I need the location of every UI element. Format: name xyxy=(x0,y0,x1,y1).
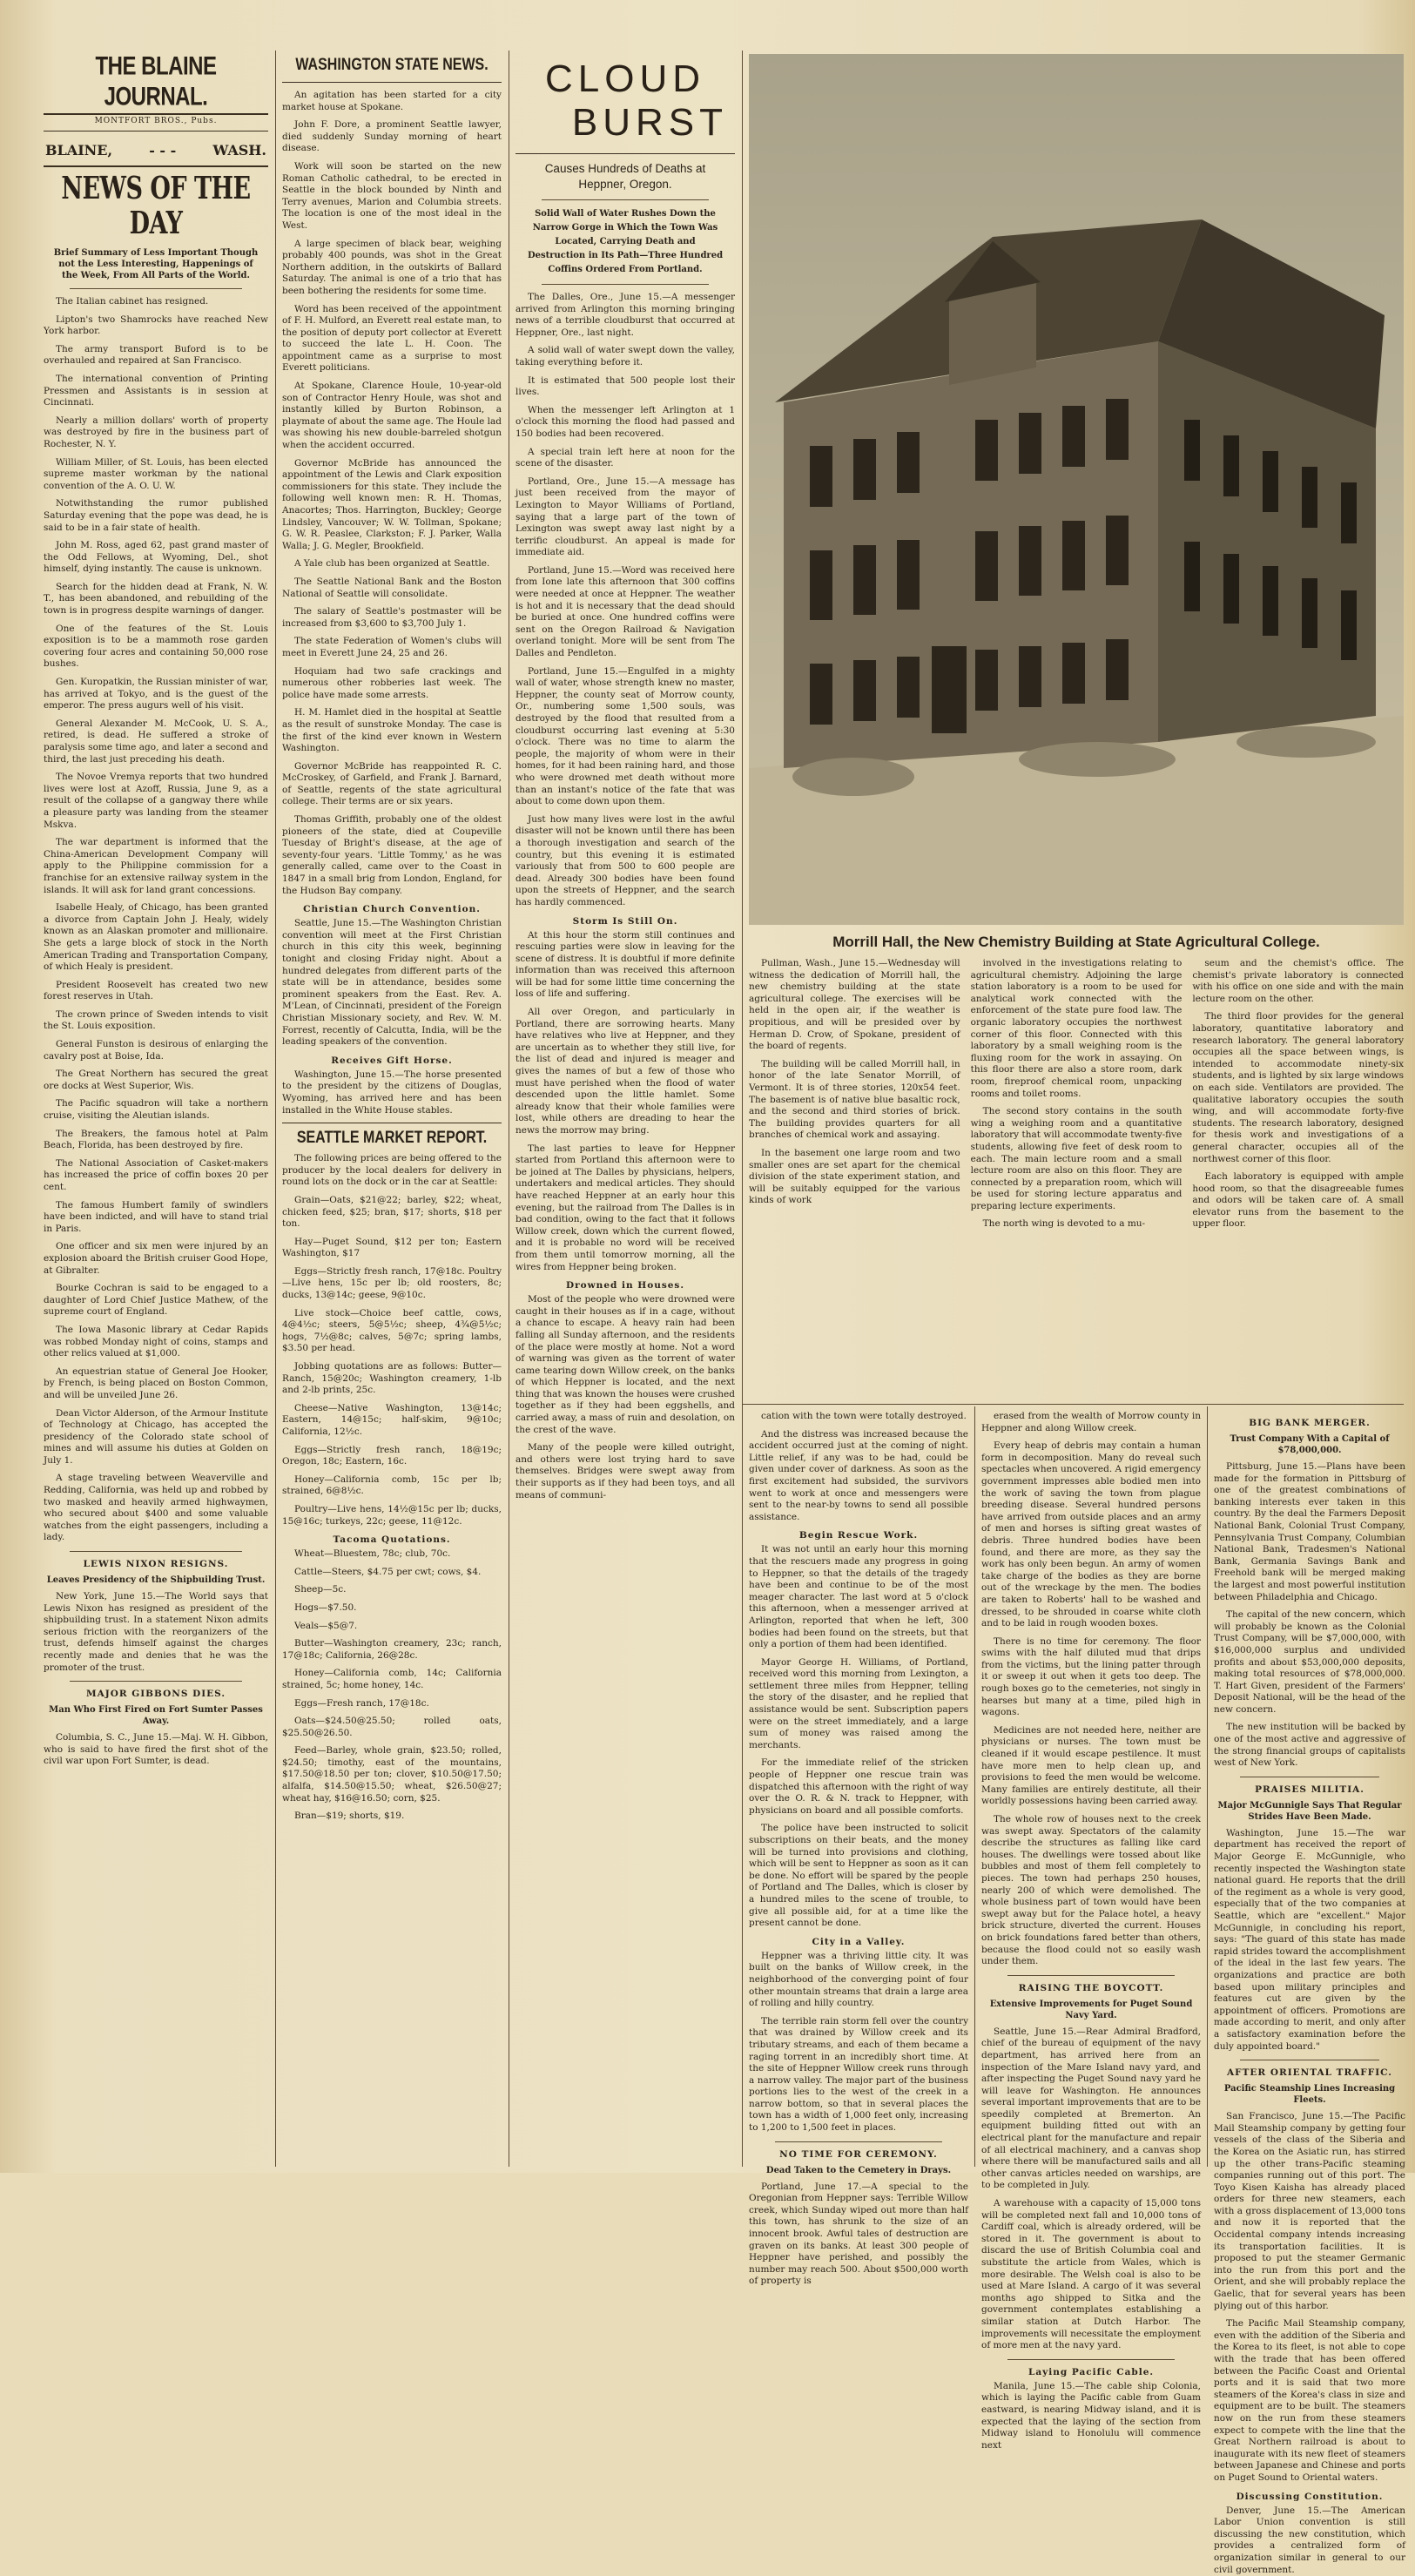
cloudburst-continued xyxy=(749,1411,968,1523)
paragraph: The capital of the new concern, which will probably be known as the Colonial Trust Company, will be $7,000,000, with $16,000,000 surplus and undivided profits and about $53,000,000 deposits, making total resources of $78,000,000. T. Hart Given, president of the Farmers' Deposit National, will be the head of the new concern. xyxy=(1214,1609,1405,1715)
paragraph: seum and the chemist's office. The chemist's private laboratory is connected with his office on one side and with the main lecture room on the other. xyxy=(1192,958,1405,1004)
paragraph: A solid wall of water swept down the valley, taking everything before it. xyxy=(515,345,735,368)
title-rule xyxy=(282,82,502,83)
paragraph: Portland, June 15.—Engulfed in a mighty wall of water, whose strength knew no master, Heppner, the county seat of Morrow county, Or., numbering some 1,500 souls, was destroyed by the flood that resulted from a cloudburst occurring last evening at 5:30 o'clock. There was no time to alarm the people, the majority of whom were in their homes, for it had been raining hard, and those who were drowned met death without more than an instant's notice of the fate that was about to come down upon them. xyxy=(515,665,735,807)
paragraph: The following prices are being offered to the producer by the local dealers for delivery in round lots on the dock or in the car at Seattle: xyxy=(282,1153,502,1188)
paragraph: Denver, June 15.—The American Labor Union convention is still discussing the new constitution, which provides a centralized form of organization similar in general to our civil government. xyxy=(1214,2505,1405,2575)
column-5 xyxy=(981,1411,1201,2451)
storm-body xyxy=(515,930,735,1274)
paragraph: The Pacific Mail Steamship company, even with the addition of the Siberia and the Korea to its fleet, is not able to cope with the trade that has been offered between the Pacific Coast and Oriental ports and it is said that two more steamers of the Korea's class in size and equipment are to be built. The steamers now on the run from these steamers expect to compete with the line that the Great Northern railroad is about to inaugurate with its new fleet of steamers between Japanese and Chinese and ports on Puget Sound to Oriental waters. xyxy=(1214,2318,1405,2483)
boycott-headline: RAISING THE BOYCOTT. xyxy=(1018,1982,1164,1993)
paragraph: Each laboratory is equipped with ample hood room, so that the disagreeable fumes and odors will be taken care of. A small elevator runs from the basement to the upper floor. xyxy=(1192,1171,1405,1230)
paragraph: Jobbing quotations are as follows: Butter—Ranch, 15@20c; Washington creamery, 1-lb and 2-lb prints, 25c. xyxy=(282,1361,502,1396)
paragraph: cation with the town were totally destroyed. xyxy=(761,1411,967,1421)
paragraph: Portland, June 15.—Word was received here from Ione late this afternoon that 300 coffins were needed at once at Heppner. The weather is hot and it is necessary that the dead should be buried at once. One hundred coffins were sent on the Oregon Railroad & Navigation overland tonight. More will be sent from The Dalles and Pendleton. xyxy=(515,564,735,659)
paragraph: The Seattle National Bank and the Boston National of Seattle will consolidate. xyxy=(282,576,502,599)
nixon-body: New York, June 15.—The World says that Lewis Nixon has resigned as president of the shipbuilding trust. In a statement Nixon admits serious friction with the reorganizers of the trust, defends himself against the charges recently made and denies that he was the promoter of the trust. xyxy=(44,1591,268,1673)
cloudburst-body xyxy=(515,292,735,909)
column-rule xyxy=(974,1406,975,2167)
paragraph: A special train left here at noon for the scene of the disaster. xyxy=(515,446,735,469)
paragraph: Cheese—Native Washington, 13@14c; Eastern, 14@15c; half-skim, 9@10c; California, 12½c. xyxy=(282,1402,502,1437)
paragraph: General Funston is desirous of enlarging the cavalry post at Boise, Ida. xyxy=(44,1039,268,1062)
separator xyxy=(542,199,709,200)
paragraph: The crown prince of Sweden intends to visit the St. Louis exposition. xyxy=(44,1008,268,1032)
nixon-subhead: Leaves Presidency of the Shipbuilding Trust. xyxy=(46,1575,266,1586)
paragraph: Lipton's two Shamrocks have reached New York harbor. xyxy=(44,314,268,337)
market-report-title: SEATTLE MARKET REPORT. xyxy=(296,1129,488,1147)
masthead-rule xyxy=(44,113,268,115)
church-headline: Christian Church Convention. xyxy=(303,904,481,915)
paragraph: Isabelle Healy, of Chicago, has been granted a divorce from Captain John J. Healy, widely known as an Alaskan promoter and millionaire. She gets a large block of stock in the North American Trading and Transportation Company, of which Healy is president. xyxy=(44,902,268,973)
paragraph: Work will soon be started on the new Roman Catholic cathedral, to be erected in Seattle in the block bounded by Ninth and Terry avenues, Marion and Columbia streets. The location is one of the most ideal in the West. xyxy=(282,160,502,231)
paragraph: Dean Victor Alderson, of the Armour Institute of Technology at Chicago, has accepted the presidency of the Colorado state school of mines and will assume his duties at Golden on July 1. xyxy=(44,1407,268,1466)
paragraph: An equestrian statue of General Joe Hooker, by French, is being placed on Boston Common, and will be unveiled June 26. xyxy=(44,1366,268,1400)
masthead-city: BLAINE, xyxy=(45,142,113,158)
paragraph: Notwithstanding the rumor published Saturday evening that the pope was dead, he is said to be in a fair state of health. xyxy=(44,498,268,533)
paragraph: The National Association of Casket-makers has increased the price of coffin boxes 20 per cent. xyxy=(44,1157,268,1192)
oriental-headline: AFTER ORIENTAL TRAFFIC. xyxy=(1227,2067,1392,2079)
militia-headline: PRAISES MILITIA. xyxy=(1255,1784,1364,1795)
paragraph: The Breakers, the famous hotel at Palm Beach, Florida, has been destroyed by fire. xyxy=(44,1128,268,1151)
column-2 xyxy=(282,51,502,2162)
church-body: Seattle, June 15.—The Washington Christian convention will meet at the First Christian church in this city this week, beginning tonight and closing Friday night. About a hundred delegates from different parts of the state will be in attendance, besides some prominent speakers from the East. Rev. A. M'Lean, of Cincinnati, president of the Foreign Christian Missionary society, and Rev. W. M. Forrest, recently of Calcutta, India, will be the leading speakers of the convention. xyxy=(282,918,502,1048)
paragraph: Nearly a million dollars' worth of property was destroyed by fire in the business part of Rochester, N. Y. xyxy=(44,415,268,449)
paragraph: The Great Northern has secured the great ore docks at West Superior, Wis. xyxy=(44,1069,268,1091)
separator xyxy=(1007,2359,1175,2360)
paragraph: Grain—Oats, $21@22; barley, $22; wheat, chicken feed, $25; bran, $17; shorts, $18 per ton. xyxy=(282,1194,502,1230)
paragraph: Cattle—Steers, $4.75 per cwt; cows, $4. xyxy=(294,1566,482,1577)
paragraph: Wheat—Bluestem, 78c; club, 70c. xyxy=(294,1548,451,1560)
cloudburst-title-2: BURST xyxy=(571,101,728,144)
oriental-subhead: Pacific Steamship Lines Increasing Fleets. xyxy=(1223,2084,1396,2106)
paragraph: Veals—$5@7. xyxy=(294,1620,358,1631)
nixon-headline: LEWIS NIXON RESIGNS. xyxy=(83,1559,229,1570)
morrill-column-3 xyxy=(1192,958,1404,1398)
boycott-body xyxy=(981,2026,1201,2352)
paragraph: The Iowa Masonic library at Cedar Rapids was robbed Monday night of coins, stamps and other relics valued at $1,000. xyxy=(44,1324,268,1359)
constitution-body xyxy=(1214,2505,1405,2576)
masthead-rule xyxy=(44,165,268,167)
paragraph: The Italian cabinet has resigned. xyxy=(56,296,209,307)
column-3 xyxy=(515,51,735,2162)
cable-headline: Laying Pacific Cable. xyxy=(1028,2366,1155,2377)
paragraph: William Miller, of St. Louis, has been elected supreme master workman by the national convention of the A. O. U. W. xyxy=(44,456,268,491)
paragraph: Search for the hidden dead at Frank, N. W. T., has been abandoned, and rebuilding of the town is in progress despite warnings of danger. xyxy=(44,581,268,617)
paragraph: The international convention of Printing Pressmen and Assistants is in session at Cincinnati. xyxy=(44,373,268,408)
paragraph: All over Oregon, and particularly in Portland, there are sorrowing hearts. Many have relatives who live at Heppner, and they are uncertain as to whether they still live, for the list of dead and injured is meager and gives the names of but a few of those who must have perished when the flood of water descended upon the little hamlet. Some already know that their whole families were lost, while others are dreading to hear the news the morrow may bring. xyxy=(515,1007,735,1136)
valley-headline: City in a Valley. xyxy=(812,1936,906,1947)
paragraph: The police have been instructed to solicit subscriptions on their beats, and the money will be turned into provisions and clothing, which will be sent to Heppner as soon as it can be done. No effort will be spared by the people of Portland and The Dalles, which is closer by a hundred miles to the scene of trouble, to give all possible aid, for at a time like the present cannot be done. xyxy=(749,1823,968,1929)
cloudburst-title-1: CLOUD xyxy=(544,57,706,100)
building-illustration xyxy=(749,54,1404,925)
paragraph: Honey—California comb, 14c; California strained, 5c; home honey, 14c. xyxy=(282,1668,502,1690)
separator xyxy=(542,284,709,285)
paragraph: The terrible rain storm fell over the country that was drained by Willow creek and its tributary streams, and each of them became a raging torrent in an incredibly short time. At the site of Heppner Willow creek runs through a narrow valley. The major part of the business portions lies to the west of the creek in a narrow bottom, so that in several places the town has a width of 1,000 feet only, increasing to 1,200 to 1,500 feet in places. xyxy=(749,2015,968,2134)
militia-subhead: Major McGunnigle Says That Regular Strides Have Been Made. xyxy=(1217,1800,1402,1822)
paragraph: Bran—$19; shorts, $19. xyxy=(294,1811,405,1822)
paragraph: San Francisco, June 15.—The Pacific Mail Steamship company by getting four vessels of the class of the Siberia and the Korea on the Asiatic run, has stirred up the other trans-Pacific steaming companies running out of this port. The Toyo Kisen Kaisha has already placed orders for three new steamers, each with a gross displacement of 13,000 tons and now it is reported that the Occidental company intends increasing its transportation facilities. It is proposed to put the steamer Germanic into the run from this port and the Orient, and she will probably replace the Gaelic, that for several years has been plying out of this harbor. xyxy=(1214,2111,1405,2311)
storm-headline: Storm Is Still On. xyxy=(572,915,678,927)
column-6 xyxy=(1214,1411,1405,2575)
morrill-column-2 xyxy=(971,958,1183,1398)
tacoma-quotations xyxy=(282,1548,502,1823)
ceremony-headline: NO TIME FOR CEREMONY. xyxy=(779,2148,938,2160)
paragraph: Heppner was a thriving little city. It was built on the banks of Willow creek, in the neighborhood of the converging point of four other mountain streams that drain a large area of rolling and hilly country. xyxy=(749,1950,968,2009)
paragraph: A warehouse with a capacity of 15,000 tons will be completed next fall and 10,000 tons of Cardiff coal, which is already ordered, will be stored in it. The government is about to discard the use of British Columbia coal and substitute the article from Wales, which is more desirable. The Welsh coal is also to be used at Mare Island. A cargo of it was several months ago shipped to Sitka and the government contemplates establishing a similar station at Dutch Harbor. The improvements will necessitate the employment of more men at the navy yard. xyxy=(981,2198,1201,2351)
paragraph: The Novoe Vremya reports that two hundred lives were lost at Azoff, Russia, June 9, as a result of the collapse of a gangway there while a pleasure party was landing from the steamer Mskva. xyxy=(44,772,268,830)
column-rule xyxy=(1207,1406,1208,2167)
merger-body xyxy=(1214,1461,1405,1770)
morrill-hall-article xyxy=(749,958,1404,1398)
paragraph: Most of the people who were drowned were caught in their houses as if in a cage, without a chance to escape. A heavy rain had been falling all Sunday afternoon, and the residents of the place were mostly at home. Not a word of warning was given as the torrent of water came tearing down Willow creek, on the banks of which Heppner is located, and the next thing that was known the houses were crushed together as if they had been eggshells, and carried away, a mass of ruin and desolation, on the crest of the wave. xyxy=(515,1294,735,1435)
column-rule xyxy=(742,51,743,2167)
paragraph: Sheep—5c. xyxy=(294,1584,347,1595)
tacoma-headline: Tacoma Quotations. xyxy=(333,1534,451,1546)
column-4 xyxy=(749,1411,968,2287)
paragraph: Just how many lives were lost in the awful disaster will not be known until there has been a thorough investigation and search of the country, but this evening it is estimated variously that from 500 to 600 people are dead. Already 300 bodies have been found upon the streets of Heppner, and the search has hardly commenced. xyxy=(515,813,735,907)
washington-news-items xyxy=(282,90,502,897)
paragraph: Washington, June 15.—The war department has received the report of Major George E. McGunnigle, who recently inspected the Washington state national guard. He reports that the drill of the regiment as a whole is very good, especially that of the two companies at Seattle, which are "excellent." Major McGunnigle, in concluding his report, says: "The guard of this state has made rapid strides toward the accomplishment of the ideal in the last few years. The organizations and practice are both based upon military principles and features cut are given by the appointment of officers. Promotions are made according to merit, and only after a satisfactory examination before the duly appointed board." xyxy=(1214,1827,1405,2052)
paragraph: One of the features of the St. Louis exposition is to be a mammoth rose garden covering four acres and containing 50,000 rose bushes. xyxy=(44,623,268,670)
separator xyxy=(70,1681,242,1682)
ceremony-subhead: Dead Taken to the Cemetery in Drays. xyxy=(765,2165,952,2175)
paragraph: The building will be called Morrill hall, in honor of the late Senator Morrill, of Vermont. It is of three stories, 120x54 feet. The basement is of native blue basaltic rock, and the second and third stories of brick. The building provides quarters for all branches of chemical work and assaying. xyxy=(749,1058,960,1141)
paragraph: It was not until an early hour this morning that the rescuers made any progress in going to Heppner, so that the details of the tragedy have been and continue to be of the most meager character. The last word at 5 o'clock this afternoon, when a messenger arrived at Arlington, reported that when he left, 300 bodies had been found on the streets, but that only a portion of them had been identified. xyxy=(749,1544,968,1650)
news-items xyxy=(44,296,268,1544)
paragraph: A Yale club has been organized at Seattle. xyxy=(294,558,490,570)
paragraph: Live stock—Choice beef cattle, cows, 4@4½c; steers, 5@5½c; sheep, 4¾@5½c; hogs, 7½@8c; calves, 5@7c; spring lambs, $3.50 per head. xyxy=(282,1307,502,1354)
paragraph: The Dalles, Ore., June 15.—A messenger arrived from Arlington this morning bringing news of a terrible cloudburst that occurred at Heppner, Ore., last night. xyxy=(515,292,735,338)
paragraph: For the immediate relief of the stricken people of Heppner one rescue train was dispatched this afternoon with the right of way over the O. R. & N. track to Heppner, with physicians on board and all possible comforts. xyxy=(749,1757,968,1816)
paragraph: The last parties to leave for Heppner started from Portland this afternoon were to be joined at The Dalles by physicians, helpers, undertakers and medical articles. They should have reached Heppner at an early hour this evening, but the railroad from The Dalles is in bad condition, owing to the fact that it follows Willow creek, down which the current flowed, and it is probable no word will be received from them until tomorrow morning, all the wires from Heppner being broken. xyxy=(515,1143,735,1272)
paragraph: erased from the wealth of Morrow county in Heppner and along Willow creek. xyxy=(981,1411,1201,1433)
paragraph: Pullman, Wash., June 15.—Wednesday will witness the dedication of Morrill hall, the new chemistry building at the state agricultural college. The exercises will be held in the open air, if the weather is propitious, and will be presided over by Herman D. Crow, of Spokane, president of the board of regents. xyxy=(749,958,960,1052)
paragraph: Governor McBride has reappointed R. C. McCroskey, of Garfield, and Frank J. Barnard, of Seattle, regents of the state agricultural college. Their terms are or six years. xyxy=(282,760,502,807)
paragraph: And the distress was increased because the accident occurred just at the coming of night. Little relief, if any was to be had, could be given under cover of darkness. As soon as the first excitement had subsided, the survivors went to work at once and messengers were sent to the near-by towns to send all possible assistance. xyxy=(749,1428,968,1522)
paragraph: One officer and six men were injured by an explosion aboard the British cruiser Good Hope, at Gibralter. xyxy=(44,1241,268,1276)
column-rule xyxy=(275,51,276,2167)
section-rule xyxy=(742,1404,1404,1405)
masthead-publishers: MONTFORT BROS., Pubs. xyxy=(94,117,218,125)
gibbons-subhead: Man Who First Fired on Fort Sumter Passes Away. xyxy=(49,1705,263,1727)
separator xyxy=(70,288,242,289)
paragraph: Governor McBride has announced the appointment of the Lewis and Clark exposition commissioners for this state. They include the following well known men: R. H. Thomas, Anacortes; Thos. Harrington, Buckley; George Lindsley, Vancouver; W. W. Tollman, Spokane; G. W. R. Peaslee, Clarkston; F. J. Parker, Walla Walla; J. G. Megler, Brookfield. xyxy=(282,457,502,551)
paragraph: In the basement one large room and two smaller ones are set apart for the chemical division of the state experiment station, and will be suitably equipped for the various kinds of work xyxy=(749,1147,960,1206)
paragraph: Pittsburg, June 15.—Plans have been made for the formation in Pittsburg of one of the greatest combinations of banking interests ever taken in this country. By the deal the Farmers Deposit National Bank, Colonial Trust Company, Pennsylvania Trust Company, Columbian National Bank, Tradesmen's National Bank, Germania Savings Bank and Freehold bank will be merged making the largest and most powerful institution between Philadelphia and Chicago. xyxy=(1214,1461,1405,1602)
paragraph: Many of the people were killed outright, and others were lost trying hard to save themselves. Bridges were swept away from their supports as if they had been toys, and all means of communi- xyxy=(515,1442,735,1500)
morrill-hall-photo xyxy=(749,54,1404,950)
paragraph: The Pacific squadron will take a northern cruise, visiting the Aleutian islands. xyxy=(44,1098,268,1122)
news-subtitle: Brief Summary of Less Important Though not the Less Interesting, Happenings of the Week, From All Parts of the World. xyxy=(53,248,259,280)
constitution-headline: Discussing Constitution. xyxy=(1236,2491,1384,2502)
paragraph: Every heap of debris may contain a human form in decomposition. Many do reveal such spectacles when uncovered. A rigid emergency government impresses able bodied men into the work of saving the town from plague breeding disease. Several hundred persons have arrived from outside places and an army of men and horses is sifting great wastes of debris. Three hundred bodies have been found, and there are more, as they say the work has only been begun. An army of women take charge of the bodies as they are borne out of the wreckage by the men. The bodies are taken to Roberts' hall to be washed and dressed, to be shrouded in coarse white cloth and to be laid in rough wooden boxes. xyxy=(981,1440,1201,1629)
market-report-body xyxy=(282,1153,502,1527)
paragraph: John M. Ross, aged 62, past grand master of the Odd Fellows, at Wyoming, Del., shot himself, dying instantly. The cause is unknown. xyxy=(44,540,268,575)
paragraph: Butter—Washington creamery, 23c; ranch, 17@18c; California, 26@28c. xyxy=(282,1638,502,1661)
washington-news-title: WASHINGTON STATE NEWS. xyxy=(295,56,489,74)
militia-body xyxy=(1214,1828,1405,2053)
paragraph: involved in the investigations relating to agricultural chemistry. Adjoining the large station laboratory is a room to be used for analytical work connected with the enforcement of the state pure food law. The organic laboratory occupies the northwest corner of this floor. Connected with this laboratory by a small weighing room is the fluxing room for the work in assaying. On this floor there are also a store room, dark room, fireproof chemical room, unpacking rooms and toilet rooms. xyxy=(970,958,1183,1099)
masthead-dashes: - - - xyxy=(149,142,177,158)
news-of-the-day-title: NEWS OF THE DAY xyxy=(61,171,251,242)
paragraph: Portland, June 17.—A special to the Oregonian from Heppner says: Terrible Willow creek, which Sunday wiped out more than half this town, has shrunk to the size of an innocent brook. Awful tales of destruction are graven on its banks. At least 300 people of Heppner have perished, and possibly the number may reach 500. About $500,000 worth of property is xyxy=(749,2181,968,2287)
paragraph: The famous Humbert family of swindlers have been indicted, and will have to stand trial in Paris. xyxy=(44,1199,268,1234)
paragraph: Word has been received of the appointment of F. H. Mulford, an Everett real estate man, to the position of deputy port collector at Everett to succeed the late L. H. Coon. The appointment came as a surprise to most Everett politicians. xyxy=(282,303,502,374)
paragraph: Portland, Ore., June 15.—A message has just been received from the mayor of Lexington to Mayor Williams of Portland, saying that a large part of the town of Lexington was swept away last night by a terrific cloudburst. An appeal is made for immediate aid. xyxy=(515,475,735,558)
oriental-body xyxy=(1214,2111,1405,2484)
paragraph: The army transport Buford is to be overhauled and repaired at San Francisco. xyxy=(44,343,268,367)
valley-body xyxy=(749,1951,968,2134)
horse-body: Washington, June 15.—The horse presented to the president by the citizens of Douglas, Wyoming, has arrived here and has been installed in the White House stables. xyxy=(282,1069,502,1116)
paragraph: A stage traveling between Weaverville and Redding, California, was held up and robbed by two masked and heavily armed highwaymen, who secured about $400 and some valuable watches from the eight passengers, including a lady. xyxy=(44,1473,268,1543)
paragraph: The state Federation of Women's clubs will meet in Everett June 24, 25 and 26. xyxy=(282,636,502,658)
drowned-body xyxy=(515,1294,735,1501)
photo-caption: Morrill Hall, the New Chemistry Building at State Agricultural College. xyxy=(832,934,1320,950)
paragraph: The salary of Seattle's postmaster will be increased from $3,600 to $3,700 July 1. xyxy=(282,606,502,629)
paragraph: Poultry—Live hens, 14½@15c per lb; ducks, 15@16c; turkeys, 22c; geese, 11@12c. xyxy=(282,1503,502,1527)
paragraph: At this hour the storm still continues and rescuing parties were slow in leaving for the scene of distress. It is doubtful if more definite information than was received this afternoon will be had for some little time concerning the loss of life and suffering. xyxy=(515,929,735,1000)
merger-subhead: Trust Company With a Capital of $78,000,000. xyxy=(1230,1434,1390,1455)
paragraph: The new institution will be backed by one of the most active and aggressive of the strong financial groups of capitalists west of New York. xyxy=(1214,1722,1405,1769)
paragraph: The second story contains in the south wing a weighing room and a quantitative laboratory that will accommodate twenty-five students, allowing five feet of desk room to each. The main lecture room and a small lecture room are also on this floor. They are connected by a preparation room, which will be used for storing lecture apparatus and preparing lecture experiments. xyxy=(970,1106,1183,1211)
masthead-state: WASH. xyxy=(212,142,266,158)
cloudburst-subhead: Causes Hundreds of Deaths at Heppner, Oregon. xyxy=(544,162,706,191)
paragraph: There is no time for ceremony. The floor swims with the half diluted mud that drips from the victims, but the lining patter through it or sweep it out when it gets too deep. The rough boxes go to the cemeteries, not singly in hearses but many at a time, piled high in wagons. xyxy=(981,1635,1201,1718)
title-rule xyxy=(515,153,735,154)
separator xyxy=(1007,1975,1175,1976)
paragraph: The third floor provides for the general laboratory, quantitative laboratory and research laboratory. The general laboratory occupies all the space between wings, is intended to accommodate ninety-six students, and is lighted by six large windows on each side. Ventilators are provided. The qualitative laboratory occupies the south wing, and will accommodate forty-five students. The research laboratory, designed for thesis work and investigations of a general character, occupies all of the northwest corner of this floor. xyxy=(1192,1011,1405,1164)
paragraph: General Alexander M. McCook, U. S. A., retired, is dead. He suffered a stroke of paralysis some time ago, and later a second and third, the last just preceding his death. xyxy=(44,718,268,765)
separator xyxy=(775,2141,942,2142)
drowned-headline: Drowned in Houses. xyxy=(566,1280,684,1291)
masthead-location xyxy=(44,137,268,165)
paragraph: Manila, June 15.—The cable ship Colonia, which is laying the Pacific cable from Guam eastward, is nearing Midway island, and it is expected that the laying of the section from Midway island to Honolulu will commence next xyxy=(981,2380,1201,2451)
paragraph: Eggs—Strictly fresh ranch, 18@19c; Oregon, 18c; Eastern, 16c. xyxy=(282,1444,502,1467)
paragraph: Medicines are not needed here, neither are physicians or nurses. The town must be cleaned if it would escape pestilence. It must have more men to help clean up, and provisions to feed the men would be welcome. Many families are entirely destitute, all their worldly possessions having been carried away. xyxy=(981,1724,1201,1807)
heppner-continued xyxy=(981,1411,1201,1968)
paragraph: The whole row of houses next to the creek was swept away. Spectators of the calamity describe the structures as falling like card houses. The dwellings were tossed about like bubbles and most of them fell completely to pieces. The town had perhaps 250 houses, nearly 200 of which were demolished. The whole business part of town would have been swept away but for the Palace hotel, a heavy brick structure, diverted the current. Houses on brick foundations fared better than others, because the flood could not so easily wash under them. xyxy=(981,1814,1201,1967)
cable-body xyxy=(981,2381,1201,2452)
horse-headline: Receives Gift Horse. xyxy=(331,1055,453,1066)
paragraph: H. M. Hamlet died in the hospital at Seattle as the result of sunstroke Monday. The case is the first of the kind ever known in Western Washington. xyxy=(282,707,502,754)
paragraph: The war department is informed that the China-American Development Company will apply to the Philippine commission for a franchise for an extensive railway system in the islands. It will ask for land grant concessions. xyxy=(44,837,268,895)
paragraph: John F. Dore, a prominent Seattle lawyer, died suddenly Sunday morning of heart disease. xyxy=(282,119,502,154)
paragraph: An agitation has been started for a city market house at Spokane. xyxy=(282,90,502,112)
paragraph: Eggs—Strictly fresh ranch, 17@18c. Poultry—Live hens, 15c per lb; old roosters, 8c; ducks, 13@14c; geese, 9@10c. xyxy=(282,1265,502,1301)
paragraph: Bourke Cochran is said to be engaged to a daughter of Lord Chief Justice Mathew, of the supreme court of England. xyxy=(44,1283,268,1318)
rescue-body xyxy=(749,1544,968,1929)
paragraph: Hay—Puget Sound, $12 per ton; Eastern Washington, $17 xyxy=(282,1236,502,1259)
ceremony-body xyxy=(749,2182,968,2288)
paragraph: Feed—Barley, whole grain, $23.50; rolled, $24.50; timothy, east of the mountains, $17.50@18.50 per ton; clover, $10.50@17.50; alfalfa, $14.50@15.50; wheat, $26.50@27; wheat hay, $16@16.50; corn, $25. xyxy=(282,1745,502,1804)
paragraph: Seattle, June 15.—Rear Admiral Bradford, chief of the bureau of equipment of the navy department, has arrived here from an inspection of the Mare Island navy yard, and after inspecting the Puget Sound navy yard he will leave for Washington. He announces several important improvements that are to be speedily completed at Bremerton. An equipment building fitted out with an electrical plant for the manufacture and repair of all electrical machinery, and a canvas shop where there will be manufactured sails and all other canvas articles needed on warships, are to be completed in July. xyxy=(981,2026,1201,2191)
paragraph: Hoquiam had two safe crackings and numerous other robberies last week. The police have made some arrests. xyxy=(282,665,502,700)
morrill-column-1 xyxy=(749,958,960,1398)
paragraph: Thomas Griffith, probably one of the oldest pioneers of the state, died at Coupeville Tuesday of Bright's disease, at the age of seventy-four years. 'Little Tommy,' as he was generally called, came over to the Coast in 1847 in a small brig from London, England, for the Hudson Bay company. xyxy=(282,814,502,896)
paragraph: At Spokane, Clarence Houle, 10-year-old son of Contractor Henry Houle, was shot and instantly killed by Burton Robinson, a playmate of about the same age. The Houle lad was showing his new double-barreled shotgun when the accident occurred. xyxy=(282,381,502,451)
gibbons-body: Columbia, S. C., June 15.—Maj. W. H. Gibbon, who is said to have fired the first shot of the civil war upon Fort Sumter, is dead. xyxy=(44,1732,268,1767)
gibbons-headline: MAJOR GIBBONS DIES. xyxy=(86,1689,226,1700)
paragraph: Gen. Kuropatkin, the Russian minister of war, has arrived at Tokyo, and is the guest of the emperor. The press augurs well of his visit. xyxy=(44,677,268,711)
merger-headline: BIG BANK MERGER. xyxy=(1249,1418,1371,1428)
boycott-subhead: Extensive Improvements for Puget Sound Navy Yard. xyxy=(989,1999,1193,2020)
paragraph: Hogs—$7.50. xyxy=(294,1602,357,1613)
paragraph: A large specimen of black bear, weighing probably 400 pounds, was shot in the Great Northern addition, in the outskirts of Ballard Saturday. The animal is one of a trio that has been bothering the residents for some time. xyxy=(282,238,502,296)
paragraph: When the messenger left Arlington at 1 o'clock this morning the flood had passed and 150 bodies had been recovered. xyxy=(515,404,735,439)
paragraph: The north wing is devoted to a mu- xyxy=(982,1218,1146,1230)
paragraph: Mayor George H. Williams, of Portland, received word this morning from Lexington, a settlement three miles from Heppner, telling the story of the disaster, and he replied that assistance would be sent. Subscription papers were on the street immediately, and a large sum of money was raised among the merchants. xyxy=(749,1656,968,1750)
masthead xyxy=(44,51,268,167)
paragraph: It is estimated that 500 people lost their lives. xyxy=(515,374,735,398)
paragraph: Oats—$24.50@25.50; rolled oats, $25.50@26.50. xyxy=(282,1716,502,1738)
column-1 xyxy=(44,51,268,2162)
paragraph: President Roosevelt has created two new forest reserves in Utah. xyxy=(44,979,268,1002)
separator xyxy=(70,1551,242,1552)
paragraph: Eggs—Fresh ranch, 17@18c. xyxy=(294,1697,429,1709)
paragraph: Honey—California comb, 15c per lb; strained, 6@8½c. xyxy=(282,1473,502,1497)
cloudburst-deck: Solid Wall of Water Rushes Down the Narrow Gorge in Which the Town Was Located, Carrying Death and Destruction in Its Path—Three Hundred Coffins Ordered From Portland. xyxy=(527,209,724,274)
rescue-headline: Begin Rescue Work. xyxy=(798,1530,919,1541)
masthead-title: THE BLAINE JOURNAL. xyxy=(95,51,217,111)
